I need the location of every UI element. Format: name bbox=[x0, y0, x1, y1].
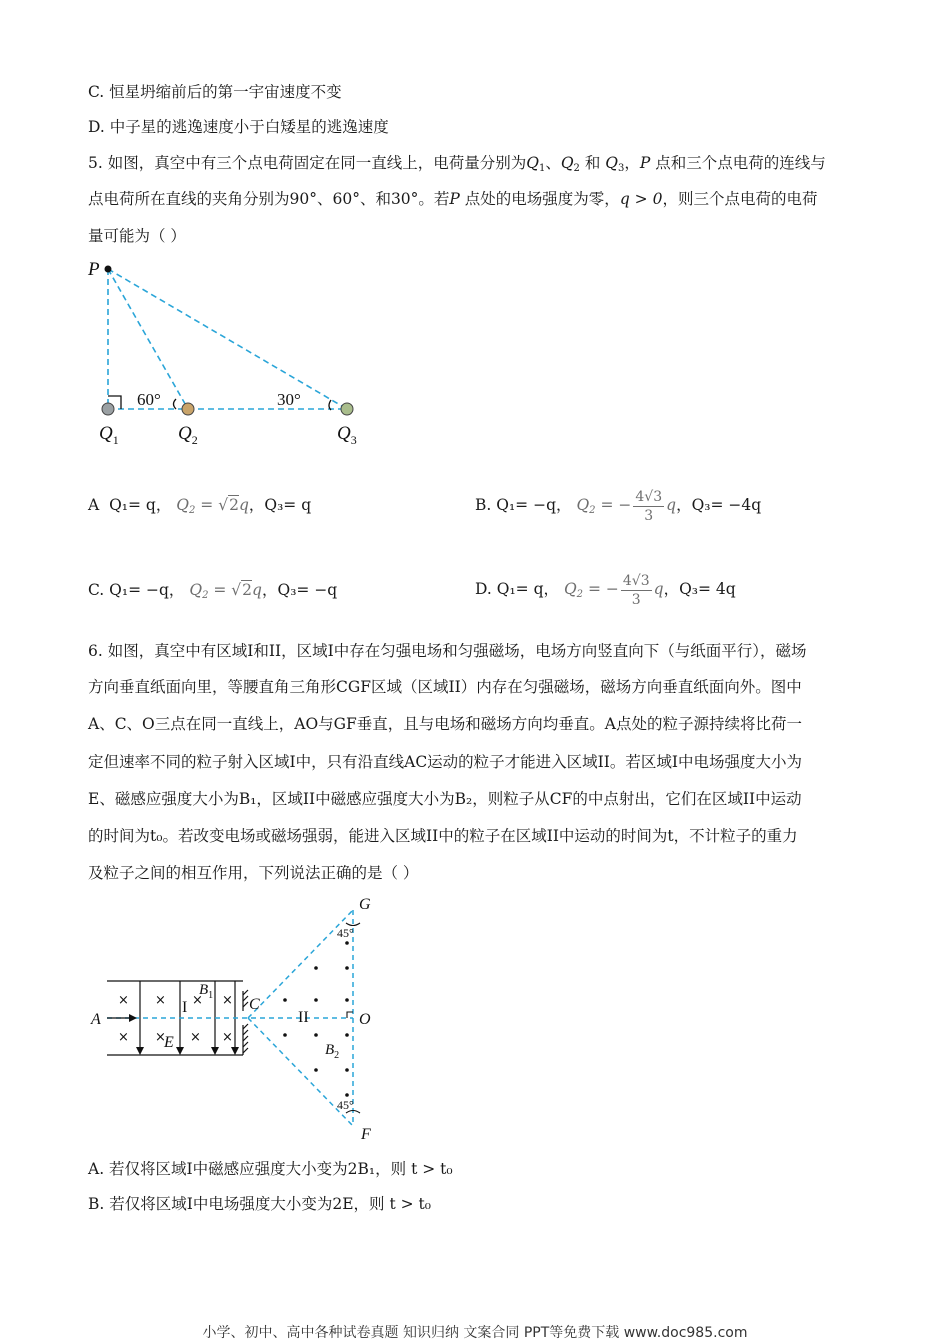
q5-line-p-q3 bbox=[108, 269, 347, 409]
label-b1-letter: B bbox=[199, 982, 209, 998]
q6-stem-line-5: E、磁感应强度大小为B₁，区域II中磁感应强度大小为B₂，则粒子从CF的中点射出，它们在区域II中运动 bbox=[88, 790, 802, 808]
label-f: F bbox=[361, 1126, 371, 1143]
b2-dots bbox=[283, 941, 349, 1097]
option-a-label: A bbox=[88, 496, 100, 514]
option-b-q1: Q₁= −q， bbox=[496, 496, 572, 514]
label-q2-letter: Q bbox=[178, 423, 192, 444]
q5-stem-line-3: 量可能为（ ） bbox=[88, 227, 186, 245]
label-e: E bbox=[164, 1034, 174, 1051]
label-a: A bbox=[91, 1011, 101, 1028]
q6-option-a: A. 若仅将区域I中磁感应强度大小变为2B₁，则 t > t₀ bbox=[88, 1160, 453, 1178]
svg-text:×: × bbox=[118, 993, 129, 1008]
option-c-q1: Q₁= −q， bbox=[109, 581, 185, 599]
label-g: G bbox=[359, 896, 371, 913]
right-angle-o bbox=[347, 1012, 353, 1018]
option-d-q1: Q₁= q， bbox=[496, 580, 560, 598]
charge-q3 bbox=[341, 403, 353, 415]
q6-stem-line-4: 定但速率不同的粒子射入区域I中，只有沿直线AC运动的粒子才能进入区域II。若区域I中电场强度大小为 bbox=[88, 753, 803, 771]
label-o: O bbox=[359, 1011, 371, 1028]
label-45-top: 45° bbox=[337, 926, 354, 940]
label-45-bottom: 45° bbox=[337, 1098, 354, 1112]
charge-q1 bbox=[102, 403, 114, 415]
label-q3 bbox=[337, 423, 357, 447]
q6-stem-line-2: 方向垂直纸面向里，等腰直角三角形CGF区域（区域II）内存在匀强磁场，磁场方向垂直纸面向外。图中 bbox=[88, 678, 802, 696]
svg-text:×: × bbox=[118, 1030, 129, 1045]
b1-crosses bbox=[118, 993, 233, 1045]
plate-c bbox=[243, 990, 248, 1055]
q6-figure bbox=[85, 895, 385, 1150]
q5-stem-line-1: 5. 如图，真空中有三个点电荷固定在同一直线上，电荷量分别为$Q_1$、$Q_2$ 和 $Q_3$，P 点和三个点电荷的连线与 bbox=[88, 154, 826, 174]
q5-stem-1a: 5. 如图，真空中有三个点电荷固定在同一直线上，电荷量分别为 bbox=[88, 154, 527, 172]
option-c-q2: $Q_2 = √2q$ bbox=[189, 581, 262, 601]
label-b2-sub: 2 bbox=[334, 1050, 340, 1061]
svg-text:×: × bbox=[155, 993, 166, 1008]
option-a-q2: $Q_2 = √2q$ bbox=[176, 496, 249, 516]
option-b-label: B. bbox=[475, 496, 492, 514]
q6-stem-line-6: 的时间为t₀。若改变电场或磁场强弱，能进入区域II中的粒子在区域II中运动的时间为t，不计粒子的重力 bbox=[88, 827, 798, 845]
label-60deg: 60° bbox=[137, 390, 161, 409]
q4-option-c: C. 恒星坍缩前后的第一宇宙速度不变 bbox=[88, 83, 342, 101]
label-region-2: II bbox=[298, 1009, 309, 1026]
label-p: P bbox=[88, 259, 100, 280]
label-q1 bbox=[99, 423, 119, 447]
q5-stem-2c: q > 0 bbox=[619, 190, 663, 208]
option-a-q1: Q₁= q， bbox=[109, 496, 172, 514]
svg-text:×: × bbox=[222, 1030, 233, 1045]
option-d-label: D. bbox=[475, 580, 492, 598]
svg-text:×: × bbox=[192, 993, 203, 1008]
svg-text:×: × bbox=[222, 993, 233, 1008]
q6-option-b: B. 若仅将区域I中电场强度大小变为2E，则 t > t₀ bbox=[88, 1195, 431, 1213]
q5-stem-1b: 点和三个点电荷的连线与 bbox=[655, 154, 826, 172]
particle-arrowhead bbox=[129, 1014, 137, 1022]
q5-stem-2d: ，则三个点电荷的电荷 bbox=[662, 190, 818, 208]
q6-stem-line-7: 及粒子之间的相互作用，下列说法正确的是（ ） bbox=[88, 864, 419, 882]
q5-option-d: D. Q₁= q， $Q_2$ = − $\frac{4√3}{3}$ q，Q₃= 4q bbox=[475, 572, 736, 608]
q4-option-d: D. 中子星的逃逸速度小于白矮星的逃逸速度 bbox=[88, 118, 389, 136]
label-q3-sub: 3 bbox=[350, 433, 357, 447]
label-q1-sub: 1 bbox=[112, 433, 119, 447]
q5-figure bbox=[85, 255, 370, 450]
label-q2-sub: 2 bbox=[191, 433, 198, 447]
label-c: C bbox=[249, 996, 260, 1013]
label-b1-sub: 1 bbox=[208, 990, 214, 1001]
option-c-label: C. bbox=[88, 581, 105, 599]
label-30deg: 30° bbox=[277, 390, 301, 409]
q6-stem-line-1: 6. 如图，真空中有区域I和II，区域I中存在匀强电场和匀强磁场，电场方向竖直向下（与纸面平行），磁场 bbox=[88, 642, 807, 660]
option-b-q2-frac: $\frac{4√3}{3}$ bbox=[635, 488, 663, 524]
option-d-q2-frac: $\frac{4√3}{3}$ bbox=[622, 572, 650, 608]
point-p bbox=[105, 266, 112, 273]
q5-option-b: B. Q₁= −q， $Q_2$ = − $\frac{4√3}{3}$ q，Q₃= −4q bbox=[475, 488, 762, 524]
option-d-q2: $Q_2$ = − bbox=[563, 580, 619, 600]
q5-option-a bbox=[88, 495, 311, 521]
label-q3-letter: Q bbox=[337, 423, 351, 444]
q6-stem-line-3: A、C、O三点在同一直线上，AO与GF垂直，且与电场和磁场方向均垂直。A点处的粒子源持续将比荷一 bbox=[88, 715, 802, 733]
efield-arrowheads bbox=[136, 1047, 239, 1055]
option-d-q3: ，Q₃= 4q bbox=[663, 580, 736, 598]
q5-line-p-q2 bbox=[108, 269, 188, 409]
label-region-1: I bbox=[182, 999, 188, 1016]
option-c-q3: ，Q₃= −q bbox=[261, 581, 338, 599]
q5-stem-line-2: 点电荷所在直线的夹角分别为90°、60°、和30°。若P 点处的电场强度为零，q > 0，则三个点电荷的电荷 bbox=[88, 190, 818, 208]
page-footer: 小学、初中、高中各种试卷真题 知识归纳 文案合同 PPT等免费下载 www.doc985.com bbox=[202, 1325, 748, 1341]
label-q2 bbox=[178, 423, 198, 447]
option-b-q3: ，Q₃= −4q bbox=[676, 496, 762, 514]
label-b2-letter: B bbox=[325, 1042, 335, 1058]
svg-text:×: × bbox=[155, 1030, 166, 1045]
charge-q2 bbox=[182, 403, 194, 415]
option-b-q2: $Q_2$ = − bbox=[576, 496, 632, 516]
q5-stem-2b: 点处的电场强度为零， bbox=[464, 190, 620, 208]
label-b2 bbox=[325, 1042, 339, 1061]
svg-text:×: × bbox=[190, 1030, 201, 1045]
q5-option-c bbox=[88, 580, 337, 606]
q5-stem-2a: 点电荷所在直线的夹角分别为90°、60°、和30°。若 bbox=[88, 190, 450, 208]
option-a-q3: ，Q₃= q bbox=[248, 496, 312, 514]
q5-angle-arc-60 bbox=[174, 399, 177, 409]
label-q1-letter: Q bbox=[99, 423, 113, 444]
